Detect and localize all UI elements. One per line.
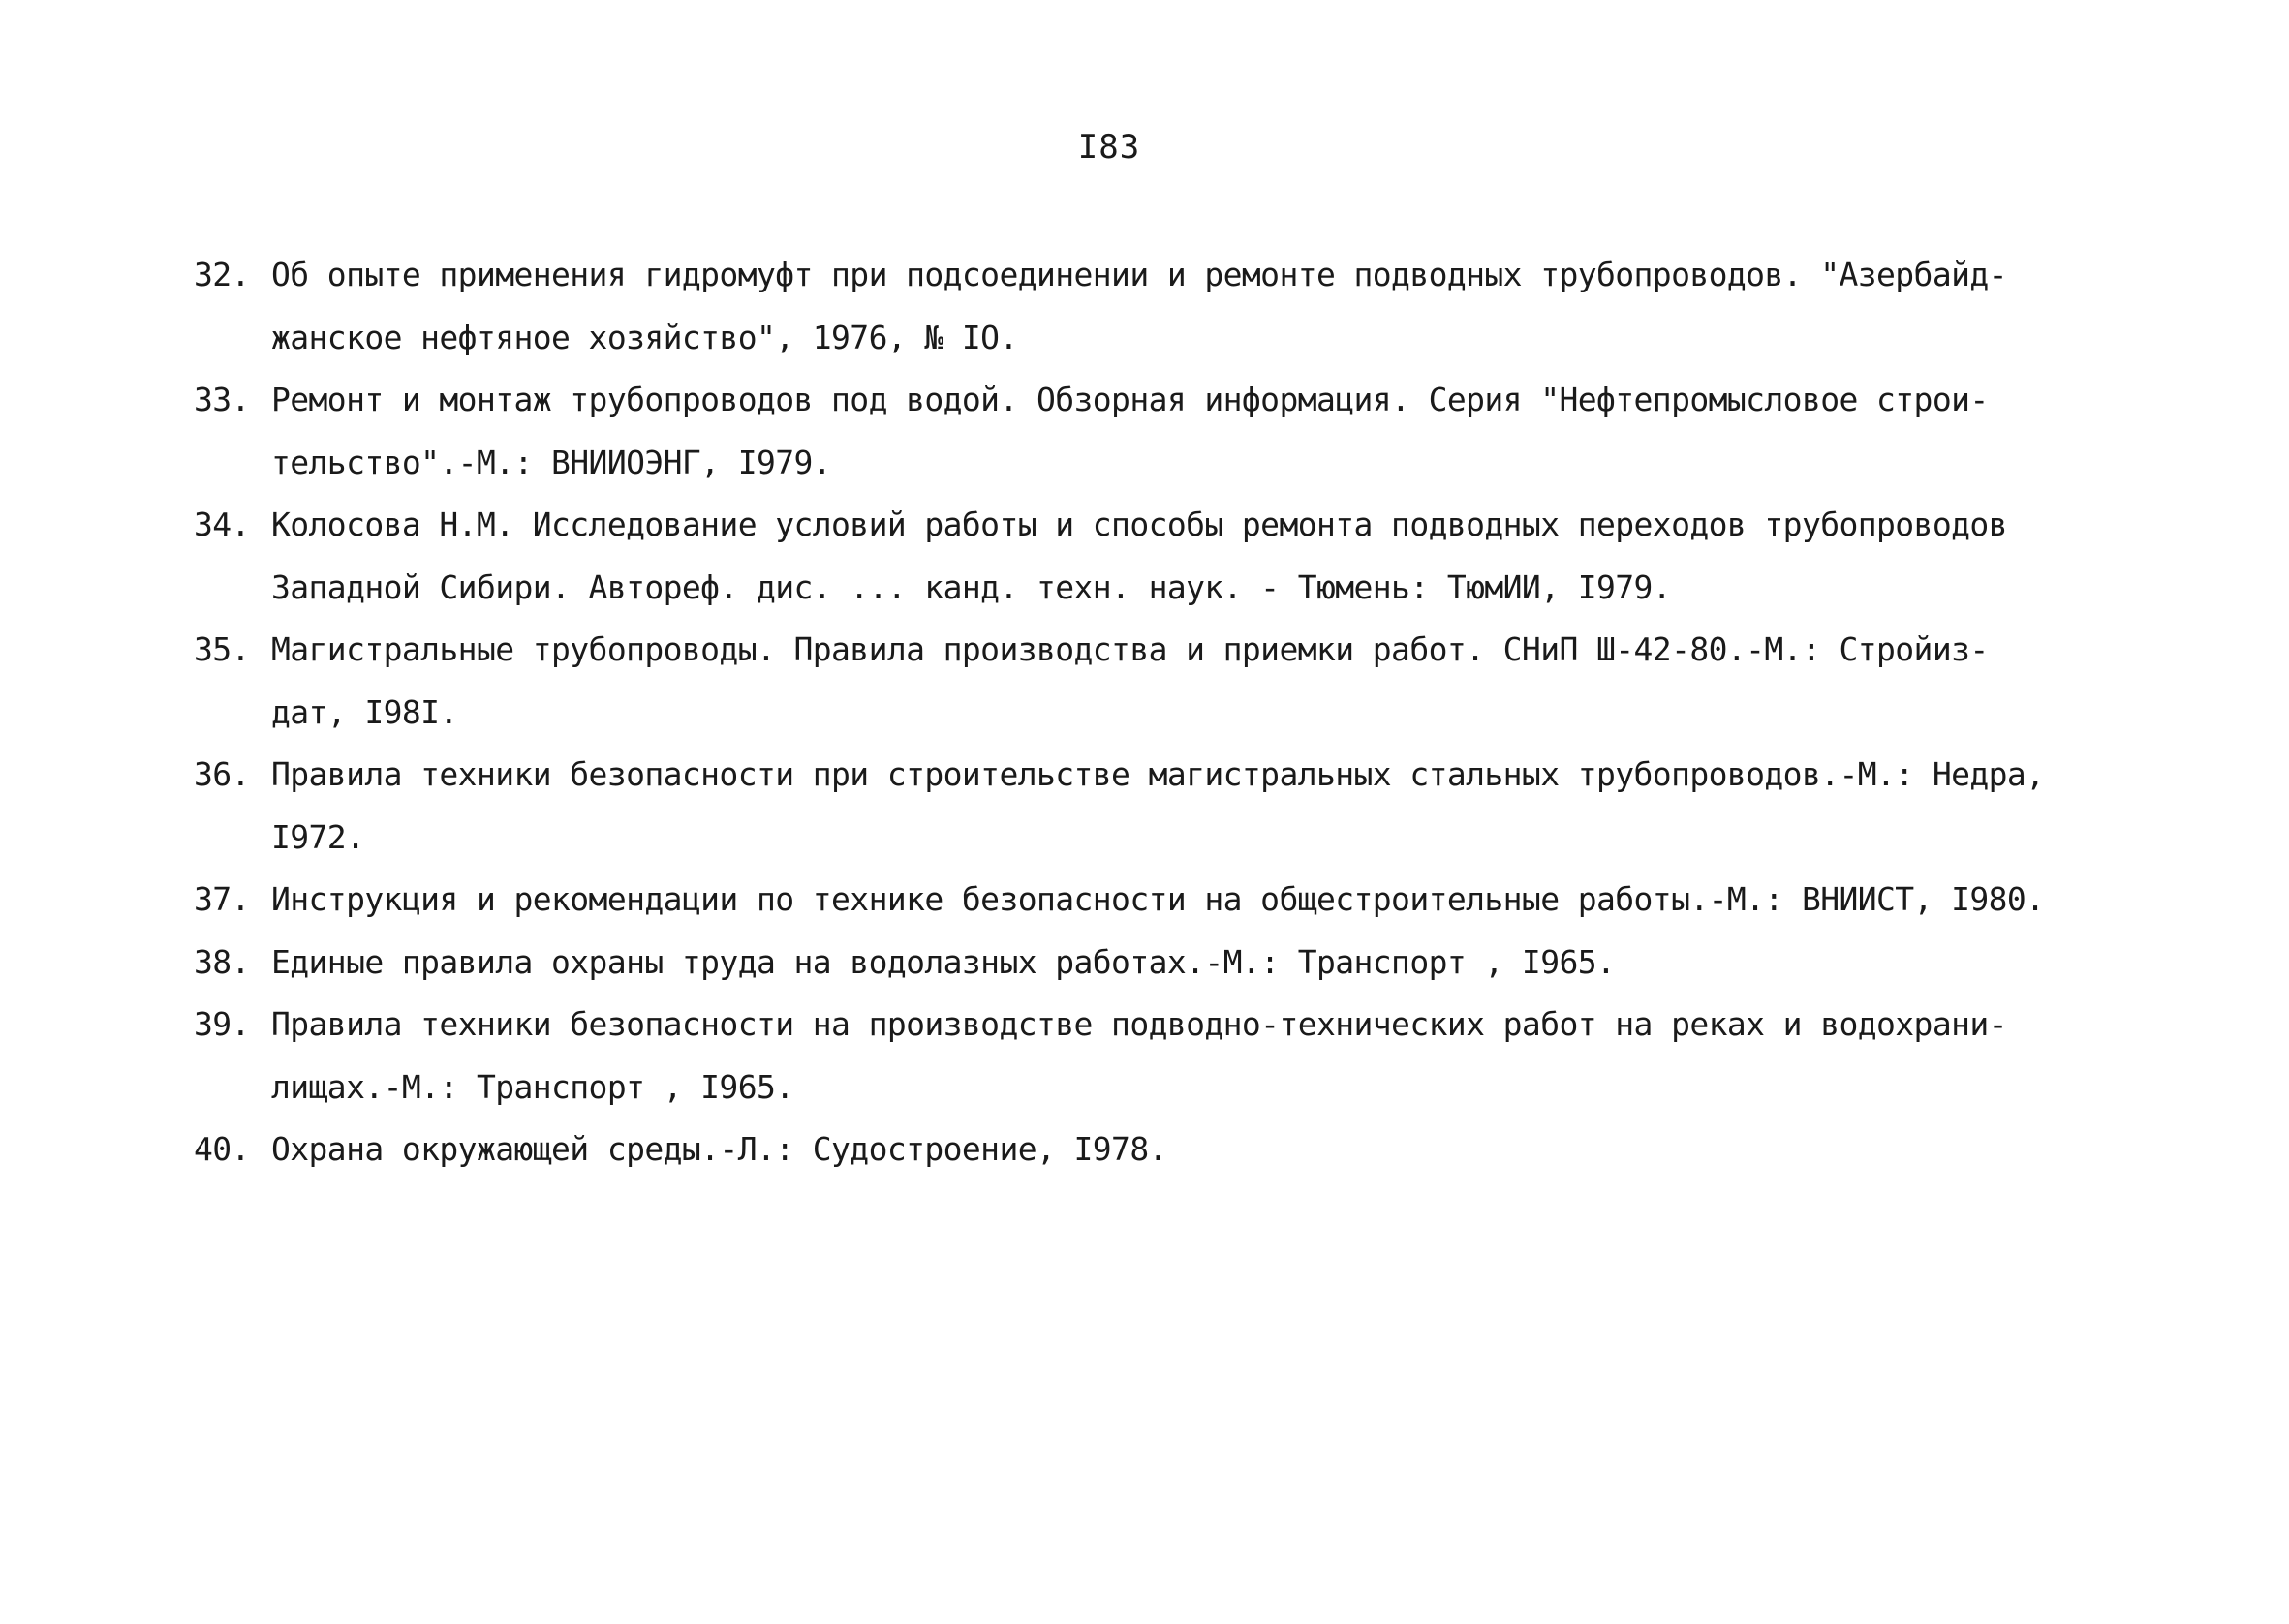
- reference-number: 34.: [194, 506, 250, 543]
- page-number: I83: [1077, 128, 1141, 167]
- reference-number: 32.: [194, 256, 250, 293]
- reference-number: 40.: [194, 1130, 250, 1168]
- reference-number: 39.: [194, 1005, 250, 1043]
- reference-item: [194, 994, 2131, 1118]
- reference-text: Правила техники безопасности на производстве подводно-технических работ на реках и водохрани- лищах.-М.: Транспорт , I965.: [271, 1005, 2007, 1106]
- reference-text: Правила техники безопасности при строительстве магистральных стальных трубопроводов.-М.: Недра, I972.: [271, 755, 2045, 856]
- reference-item: [194, 744, 2131, 869]
- reference-text: Колосова Н.М. Исследование условий работы и способы ремонта подводных переходов трубопроводов Западной Сибири. Автореф. дис. ... канд. техн. наук. - Тюмень: ТюмИИ, I979.: [271, 506, 2007, 606]
- reference-list: [194, 244, 2131, 1181]
- reference-text: Охрана окружающей среды.-Л.: Судостроение, I978.: [271, 1130, 1167, 1168]
- reference-item: [194, 619, 2131, 744]
- reference-text: Магистральные трубопроводы. Правила производства и приемки работ. СНиП Ш-42-80.-М.: Стройиз- дат, I98I.: [271, 630, 1989, 731]
- reference-text: Об опыте применения гидромуфт при подсоединении и ремонте подводных трубопроводов. "Азербайд- жанское нефтяное хозяйство", 1976, № IO.: [271, 256, 2007, 356]
- reference-text: Инструкция и рекомендации по технике безопасности на общестроительные работы.-М.: ВНИИСТ, I980.: [271, 880, 2045, 918]
- reference-number: 38.: [194, 942, 250, 981]
- reference-item: [194, 932, 2131, 995]
- reference-item: [194, 369, 2131, 494]
- reference-item: [194, 869, 2131, 932]
- reference-text: Единые правила охраны труда на водолазных работах.-М.: Транспорт , I965.: [271, 942, 1616, 981]
- reference-item: [194, 1118, 2131, 1181]
- reference-number: 37.: [194, 880, 250, 918]
- reference-item: [194, 244, 2131, 369]
- reference-number: 35.: [194, 630, 250, 668]
- reference-text: Ремонт и монтаж трубопроводов под водой. Обзорная информация. Серия "Нефтепромысловое строи- тельство".-М.: ВНИИОЭНГ, I979.: [271, 381, 1989, 481]
- reference-number: 33.: [194, 381, 250, 418]
- reference-number: 36.: [194, 755, 250, 793]
- reference-item: [194, 494, 2131, 619]
